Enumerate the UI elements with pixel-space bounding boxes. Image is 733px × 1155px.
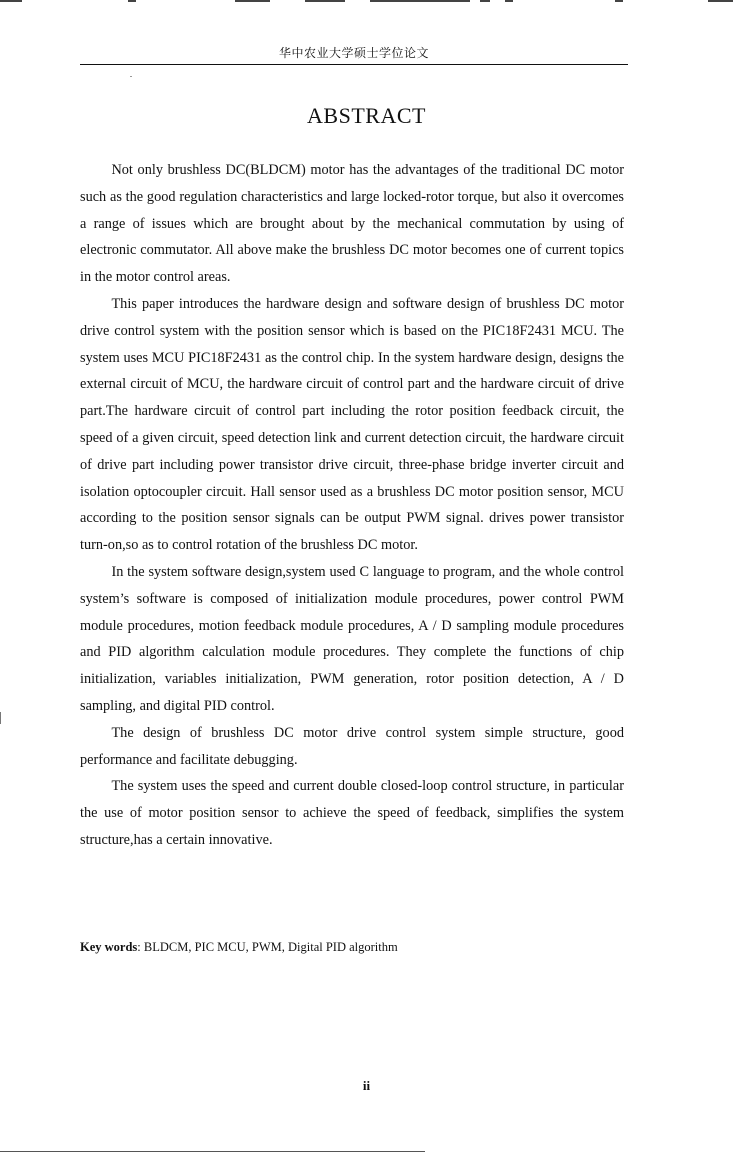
- abstract-paragraph: In the system software design,system used C language to program, and the whole control system’s software is composed of initialization module procedures, power control PWM module procedures, motion feedback module procedures, A / D sampling module procedures and PID algorithm calculation module procedures. They complete the functions of chip initialization, variables initialization, PWM generation, rotor position detection, A / D sampling, and digital PID control.: [80, 563, 624, 714]
- abstract-paragraph: The system uses the speed and current double closed-loop control structure, in particular the use of motor position sensor to achieve the speed of feedback, simplifies the system structure,has a certain innovative.: [80, 778, 624, 848]
- scan-artifact-bottom: [0, 1151, 425, 1152]
- running-header: 华中农业大学硕士学位论文: [278, 46, 429, 60]
- abstract-paragraph: The design of brushless DC motor drive control system simple structure, good performance and facilitate debugging.: [80, 724, 624, 768]
- scan-artifact-left: [0, 712, 1, 724]
- abstract-paragraph: Not only brushless DC(BLDCM) motor has the advantages of the traditional DC motor such as the good regulation characteristics and large locked-rotor torque, but also it overcomes a range of issues which are brought about by the mechanical commutation by using of electronic commutator. All above make the brushless DC motor becomes one of current topics in the motor control areas.: [80, 162, 624, 286]
- keywords-value: : BLDCM, PIC MCU, PWM, Digital PID algorithm: [137, 940, 398, 954]
- abstract-paragraph: This paper introduces the hardware design and software design of brushless DC motor drive control system with the position sensor which is based on the PIC18F2431 MCU. The system uses MCU PIC18F2431 as the control chip. In the system hardware design, designs the external circuit of MCU, the hardware circuit of control part and the hardware circuit of drive part.The hardware circuit of control part including the rotor position feedback circuit, the speed of a given circuit, speed detection link and current detection circuit, the hardware circuit of drive part including power transistor drive circuit, three-phase bridge inverter circuit and isolation optocoupler circuit. Hall sensor used as a brushless DC motor position sensor, MCU according to the position sensor signals can be output PWM signal. drives power transistor turn-on,so as to control rotation of the brushless DC motor.: [80, 295, 624, 554]
- scan-artifact-top: [0, 0, 733, 6]
- abstract-body: [80, 157, 624, 854]
- page-title: ABSTRACT: [307, 103, 426, 128]
- keywords-line: [80, 940, 398, 955]
- keywords-label: Key words: [80, 940, 138, 954]
- scan-speck: [130, 76, 132, 77]
- header-rule: [80, 64, 628, 65]
- page-number: ii: [362, 1078, 371, 1093]
